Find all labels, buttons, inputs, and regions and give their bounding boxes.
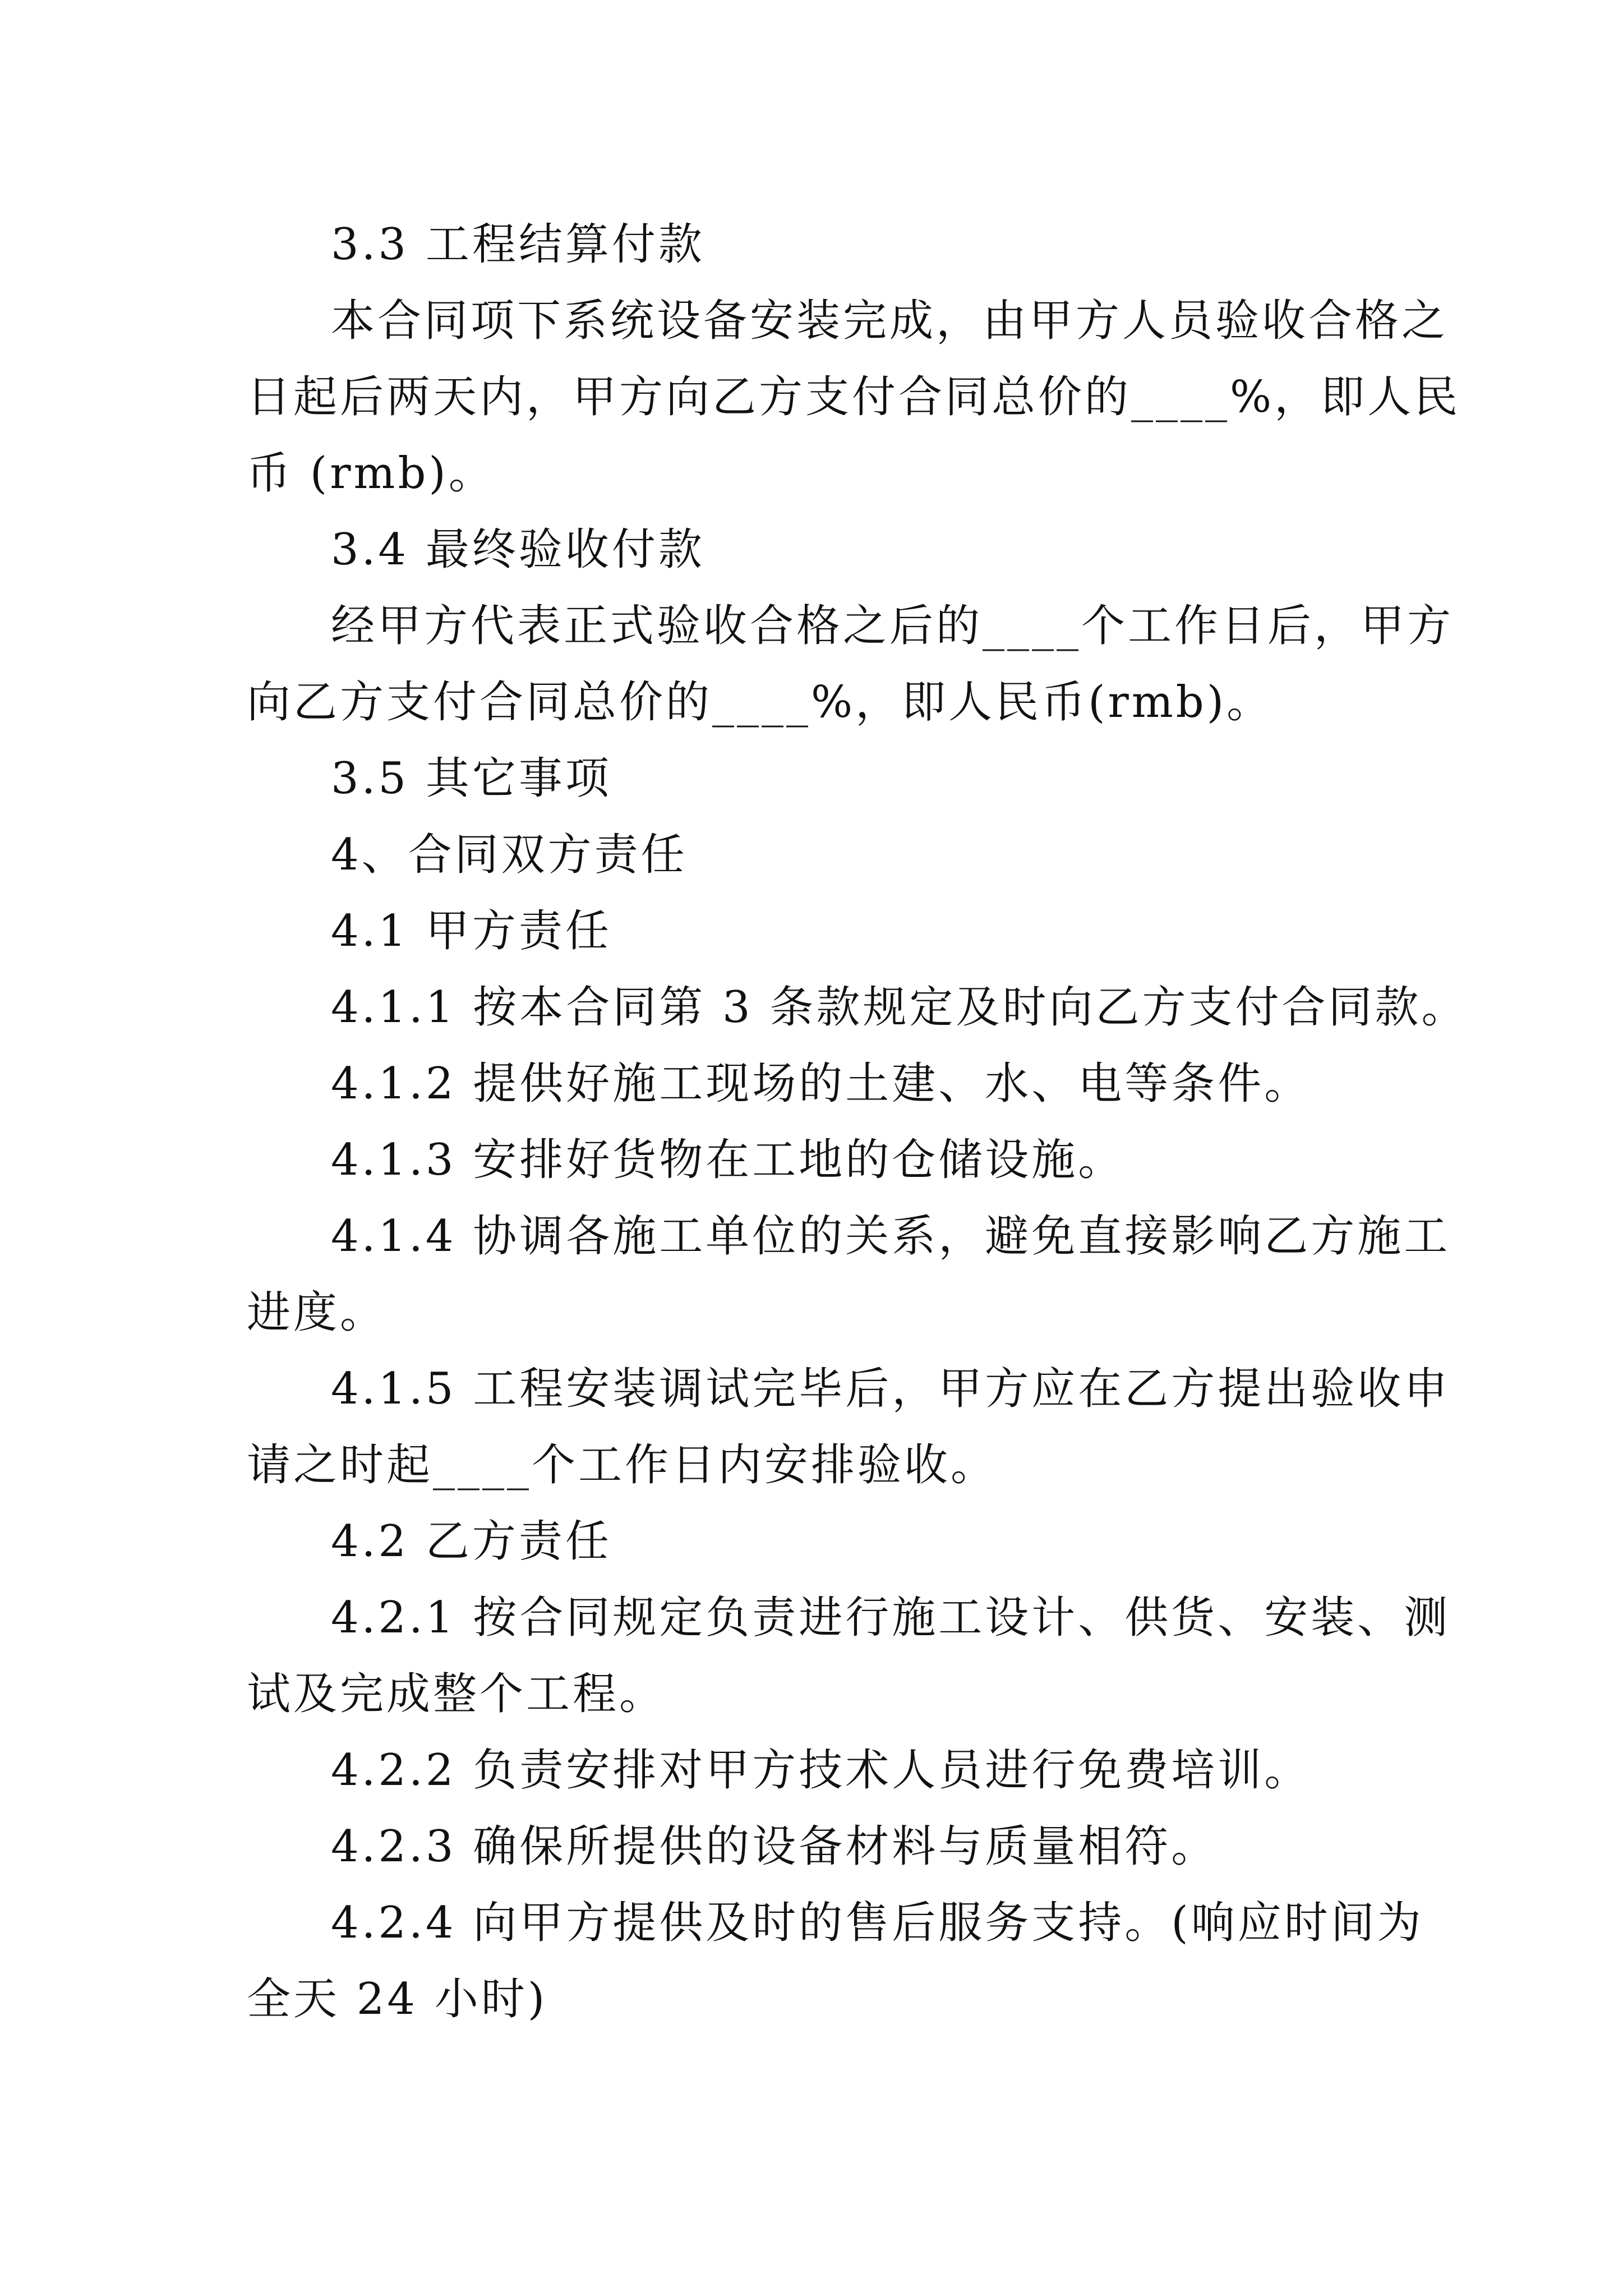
clause-4-2-4: 4.2.4 向甲方提供及时的售后服务支持。(响应时间为 [331, 1898, 1424, 1948]
clause-4-1-4: 4.1.4 协调各施工单位的关系，避免直接影响乙方施工 [331, 1211, 1451, 1262]
section-heading-4-1: 4.1 甲方责任 [331, 906, 612, 956]
section-heading-3-4: 3.4 最终验收付款 [331, 524, 705, 575]
document-body [247, 206, 1468, 2037]
section-heading-3-5: 3.5 其它事项 [331, 753, 612, 804]
paragraph-line: 进度。 [247, 1287, 387, 1338]
clause-4-2-2: 4.2.2 负责安排对甲方技术人员进行免费培训。 [331, 1745, 1311, 1796]
paragraph-line: 全天 24 小时) [247, 1974, 548, 2024]
section-heading-4: 4、合同双方责任 [331, 830, 688, 880]
clause-4-2-1: 4.2.1 按合同规定负责进行施工设计、供货、安装、测 [331, 1593, 1451, 1643]
section-heading-4-2: 4.2 乙方责任 [331, 1516, 612, 1567]
paragraph-line: 向乙方支付合同总价的____%，即人民币(rmb)。 [247, 677, 1274, 728]
section-heading-3-3: 3.3 工程结算付款 [331, 219, 705, 270]
paragraph-line: 试及完成整个工程。 [247, 1669, 666, 1719]
clause-4-2-3: 4.2.3 确保所提供的设备材料与质量相符。 [331, 1821, 1218, 1872]
paragraph-line: 本合同项下系统设备安装完成，由甲方人员验收合格之 [331, 296, 1449, 346]
paragraph-line: 日起后两天内，甲方向乙方支付合同总价的____%，即人民 [247, 372, 1461, 422]
clause-4-1-1: 4.1.1 按本合同第 3 条款规定及时向乙方支付合同款。 [331, 982, 1468, 1033]
paragraph-line: 经甲方代表正式验收合格之后的____个工作日后，甲方 [331, 601, 1454, 651]
paragraph-line: 请之时起____个工作日内安排验收。 [247, 1440, 998, 1490]
clause-4-1-5: 4.1.5 工程安装调试完毕后，甲方应在乙方提出验收申 [331, 1364, 1451, 1414]
clause-4-1-3: 4.1.3 安排好货物在工地的仓储设施。 [331, 1135, 1125, 1185]
clause-4-1-2: 4.1.2 提供好施工现场的土建、水、电等条件。 [331, 1059, 1311, 1109]
paragraph-line: 币 (rmb)。 [247, 448, 495, 499]
